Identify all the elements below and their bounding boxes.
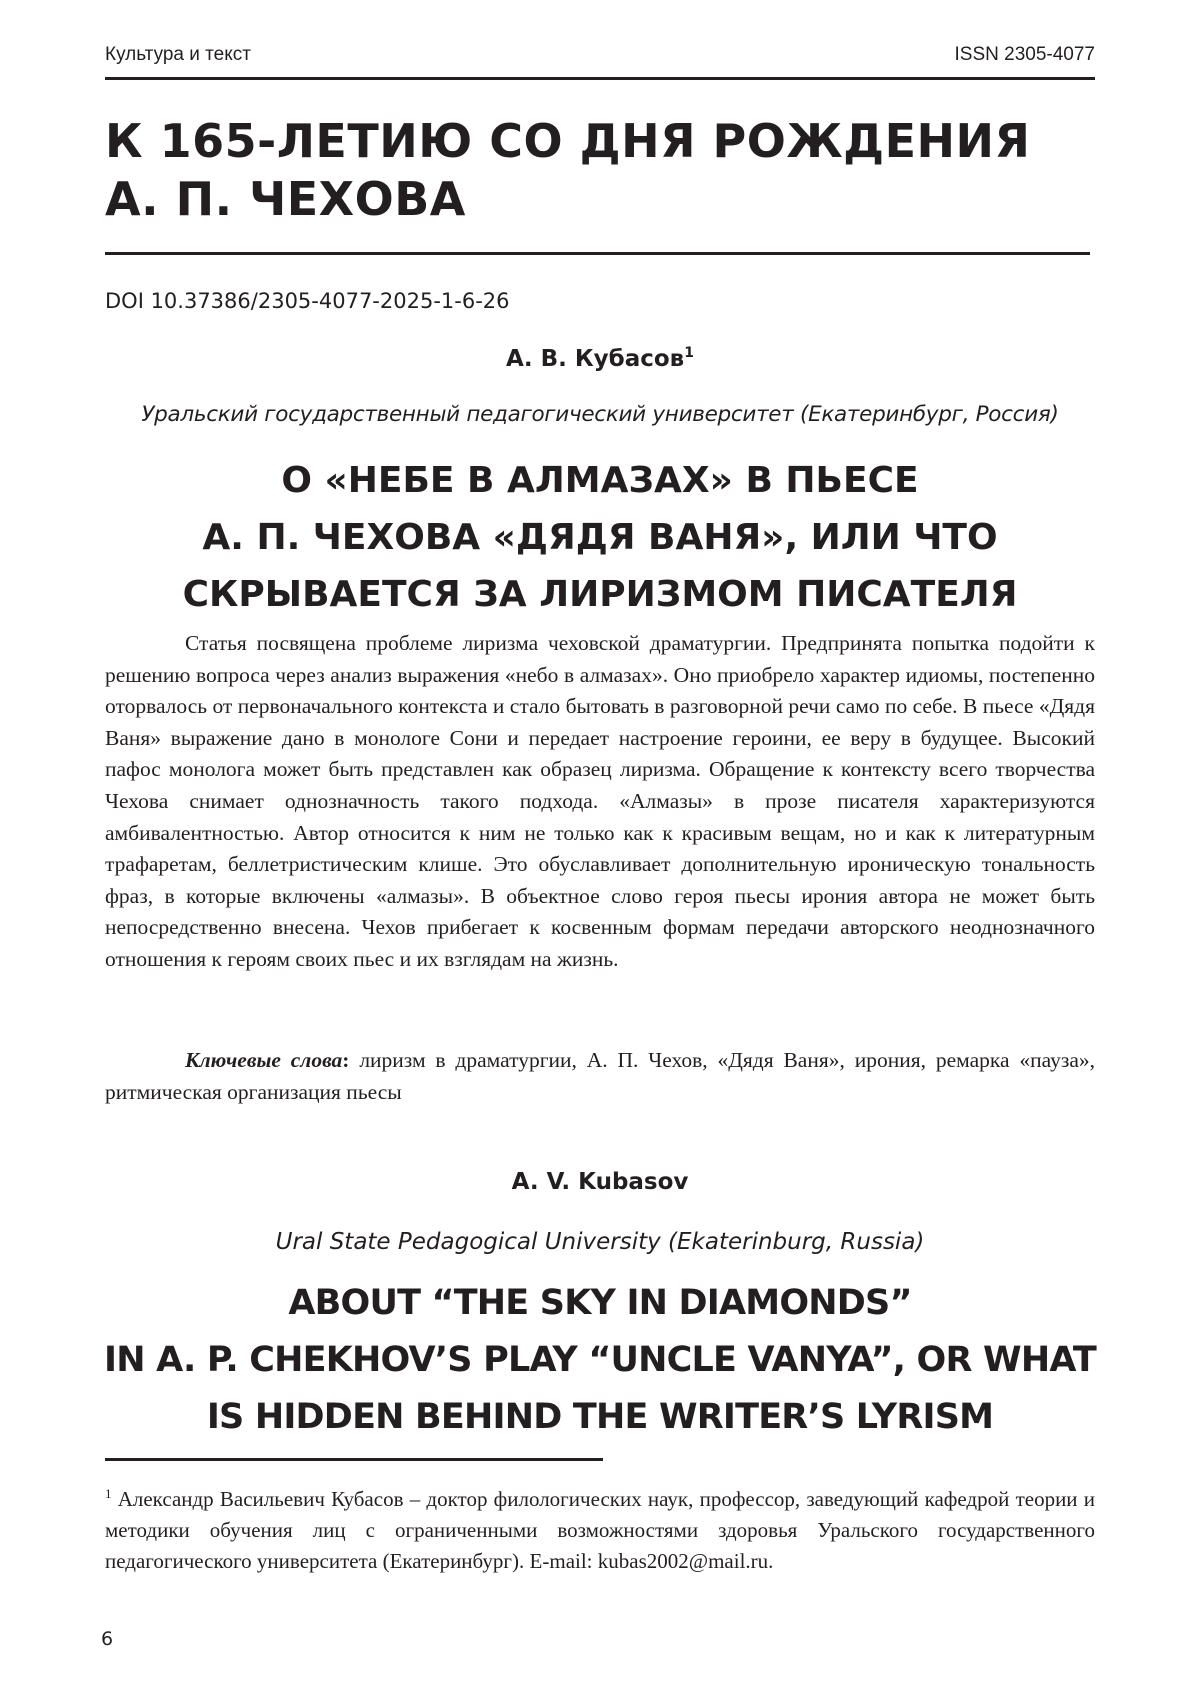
page-number: 6 xyxy=(101,1628,114,1650)
affiliation-en: Ural State Pedagogical University (Ekaterinburg, Russia) xyxy=(275,1229,925,1255)
title-line: О «НЕБЕ В АЛМАЗАХ» В ПЬЕСЕ xyxy=(281,460,919,501)
article-title-ru xyxy=(100,452,1100,623)
running-head xyxy=(105,44,1095,66)
author-name: А. В. Кубасов xyxy=(506,346,685,372)
section-title-line: К 165-ЛЕТИЮ СО ДНЯ РОЖДЕНИЯ xyxy=(105,114,1031,168)
title-line: IN A. P. CHEKHOV’S PLAY “UNCLE VANYA”, OR WHAT xyxy=(103,1340,1096,1380)
section-title xyxy=(105,112,1095,228)
section-divider xyxy=(105,252,1090,255)
keywords-text: лиризм в драматургии, А. П. Чехов, «Дядя Ваня», ирония, ремарка «пауза», ритмическая организация пьесы xyxy=(105,1048,1095,1104)
affiliation-ru: Уральский государственный педагогический университет (Екатеринбург, Россия) xyxy=(141,402,1059,427)
issn: ISSN 2305-4077 xyxy=(954,44,1095,65)
title-line: А. П. ЧЕХОВА «ДЯДЯ ВАНЯ», ИЛИ ЧТО xyxy=(202,517,998,558)
keywords: Ключевые слова: лиризм в драматургии, А. П. Чехов, «Дядя Ваня», ирония, ремарка «пауза», ритмическая организация пьесы xyxy=(105,1048,1095,1104)
keywords-label: Ключевые слова xyxy=(185,1048,343,1072)
title-line: СКРЫВАЕТСЯ ЗА ЛИРИЗМОМ ПИСАТЕЛЯ xyxy=(182,574,1018,615)
author-en: A. V. Kubasov xyxy=(511,1169,689,1195)
doi: DOI 10.37386/2305-4077-2025-1-6-26 xyxy=(105,289,510,313)
journal-name: Культура и текст xyxy=(105,44,251,65)
section-title-line: А. П. ЧЕХОВА xyxy=(105,172,466,226)
footnote-number: 1 xyxy=(105,1486,112,1501)
title-line: IS HIDDEN BEHIND THE WRITER’S LYRISM xyxy=(206,1397,994,1437)
title-line: ABOUT “THE SKY IN DIAMONDS” xyxy=(288,1283,912,1323)
article-title-en xyxy=(100,1275,1100,1446)
footnote xyxy=(105,1478,1095,1577)
footnote-text: Александр Васильевич Кубасов – доктор филологических наук, профессор, заведующий кафедрой теории и методики обучения лиц с ограниченными возможностями здоровья Уральского государственного педагогического университета (Екатеринбург). E-mail: kubas2002@mail.ru. xyxy=(105,1487,1095,1573)
author-ru xyxy=(105,345,1095,372)
abstract: Статья посвящена проблеме лиризма чеховской драматургии. Предпринята попытка подойти к решению вопроса через анализ выражения «небо в алмазах». Оно приобрело характер идиомы, постепенно оторвалось от первоначального контекста и стало бытовать в разговорной речи само по себе. В пьесе «Дядя Ваня» выражение дано в монологе Сони и передает настроение героини, ее веру в будущее. Высокий пафос монолога может быть представлен как образец лиризма. Обращение к контексту всего творчества Чехова снимает однозначность такого подхода. «Алмазы» в прозе писателя характеризуются амбивалентностью. Автор относится к ним не только как к красивым вещам, но и как к литературным трафаретам, беллетристическим клише. Это обуславливает дополнительную ироническую тональность фраз, в которые включены «алмазы». В объектное слово героя пьесы ирония автора не может быть непосредственно внесена. Чехов прибегает к косвенным формам передачи авторского неоднозначного отношения к героям своих пьес и их взглядам на жизнь. xyxy=(105,631,1095,971)
footnote-mark: 1 xyxy=(684,345,694,361)
footnote-divider xyxy=(105,1458,603,1461)
header-divider xyxy=(105,77,1095,80)
